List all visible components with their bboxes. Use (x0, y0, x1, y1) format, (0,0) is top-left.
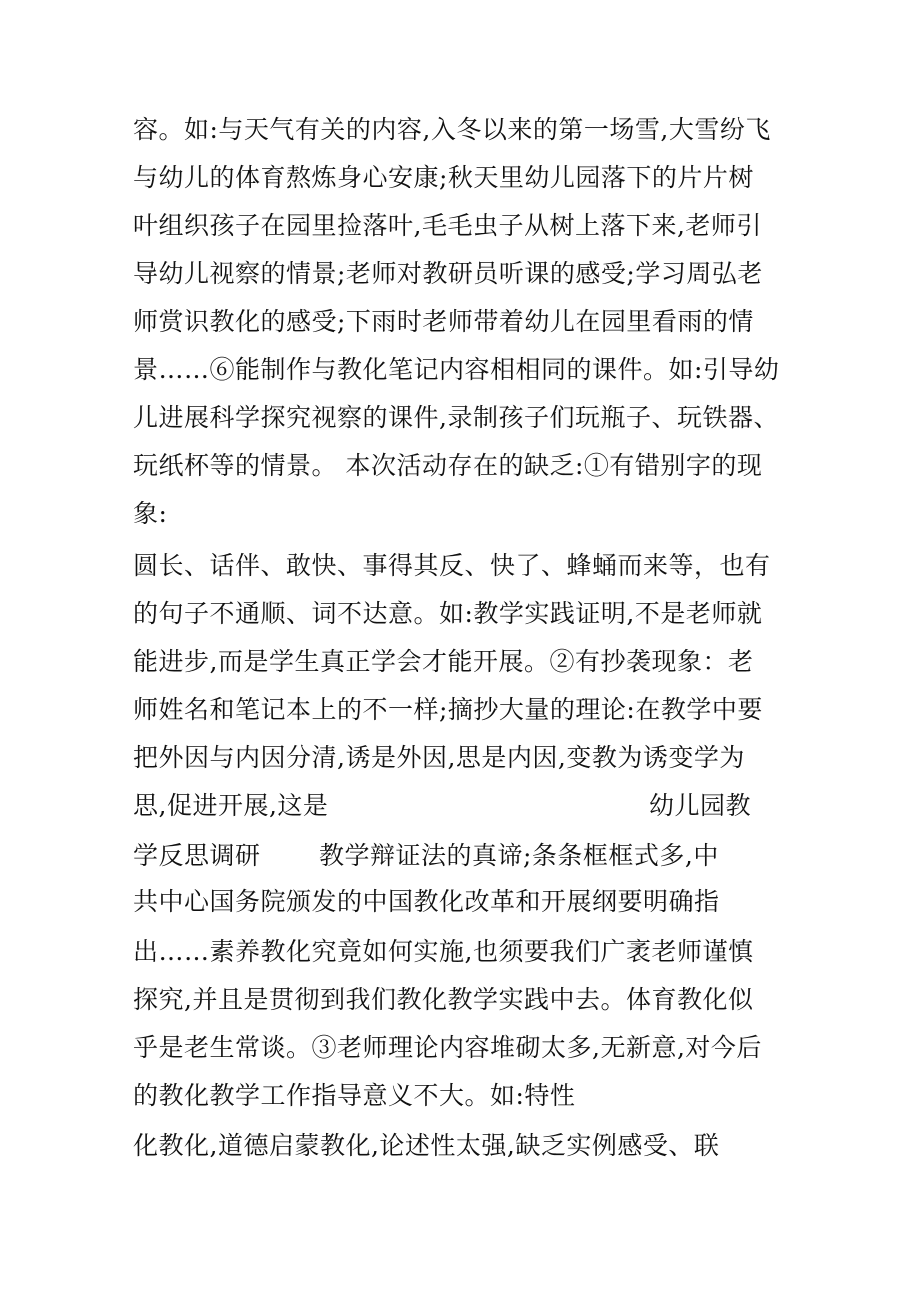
text-line: 共中心国务院颁发的中国教化改革和开展纲要明确指 (133, 887, 720, 916)
text-segment: 学反思调研 (133, 841, 261, 870)
text-line: 导幼儿视察的情景;老师对教研员听课的感受;学习周弘老 (133, 259, 763, 288)
text-line: 的句子不通顺、词不达意。如:教学实践证明,不是老师就 (133, 599, 763, 628)
text-line: 儿进展科学探究视察的课件,录制孩子们玩瓶子、玩铁器、 (133, 403, 779, 432)
text-line: 与幼儿的体育熬炼身心安康;秋天里幼儿园落下的片片树 (133, 163, 754, 192)
text-line: 容。如:与天气有关的内容,入冬以来的第一场雪,大雪纷飞 (133, 115, 771, 144)
text-line: 把外因与内因分清,诱是外因,思是内因,变教为诱变学为 (133, 743, 745, 772)
text-line (133, 840, 719, 872)
text-segment: 教学辩证法的真谛;条条框框式多,中 (319, 841, 719, 870)
text-line: 化教化,道德启蒙教化,论述性太强,缺乏实例感受、联 (133, 1131, 720, 1160)
text-line: 玩纸杯等的情景。 本次活动存在的缺乏:①有错别字的现 (133, 451, 763, 480)
text-line (133, 790, 752, 822)
text-line: 圆长、话伴、敢快、事得其反、快了、蜂蛹而来等，也有 (133, 551, 771, 580)
text-line: 探究,并且是贯彻到我们教化教学实践中去。体育教化似 (133, 985, 754, 1014)
text-line: 的教化教学工作指导意义不大。如:特性 (133, 1081, 576, 1110)
text-segment: 幼儿园教 (649, 791, 752, 820)
text-line: 师赏识教化的感受;下雨时老师带着幼儿在园里看雨的情 (133, 307, 754, 336)
text-line: 能进步,而是学生真正学会才能开展。②有抄袭现象：老 (133, 647, 754, 676)
text-line: 象: (133, 499, 168, 528)
text-segment: 思,促进开展,这是 (133, 791, 329, 820)
text-line: 景……⑥能制作与教化笔记内容相相同的课件。如:引导幼 (133, 355, 780, 384)
text-line: 出……素养教化究竟如何实施,也须要我们广袤老师谨慎 (133, 937, 754, 966)
text-line: 师姓名和笔记本上的不一样;摘抄大量的理论:在教学中要 (133, 695, 763, 724)
text-line: 乎是老生常谈。③老师理论内容堆砌太多,无新意,对今后 (133, 1033, 762, 1062)
text-line: 叶组织孩子在园里捡落叶,毛毛虫子从树上落下来,老师引 (133, 211, 762, 240)
